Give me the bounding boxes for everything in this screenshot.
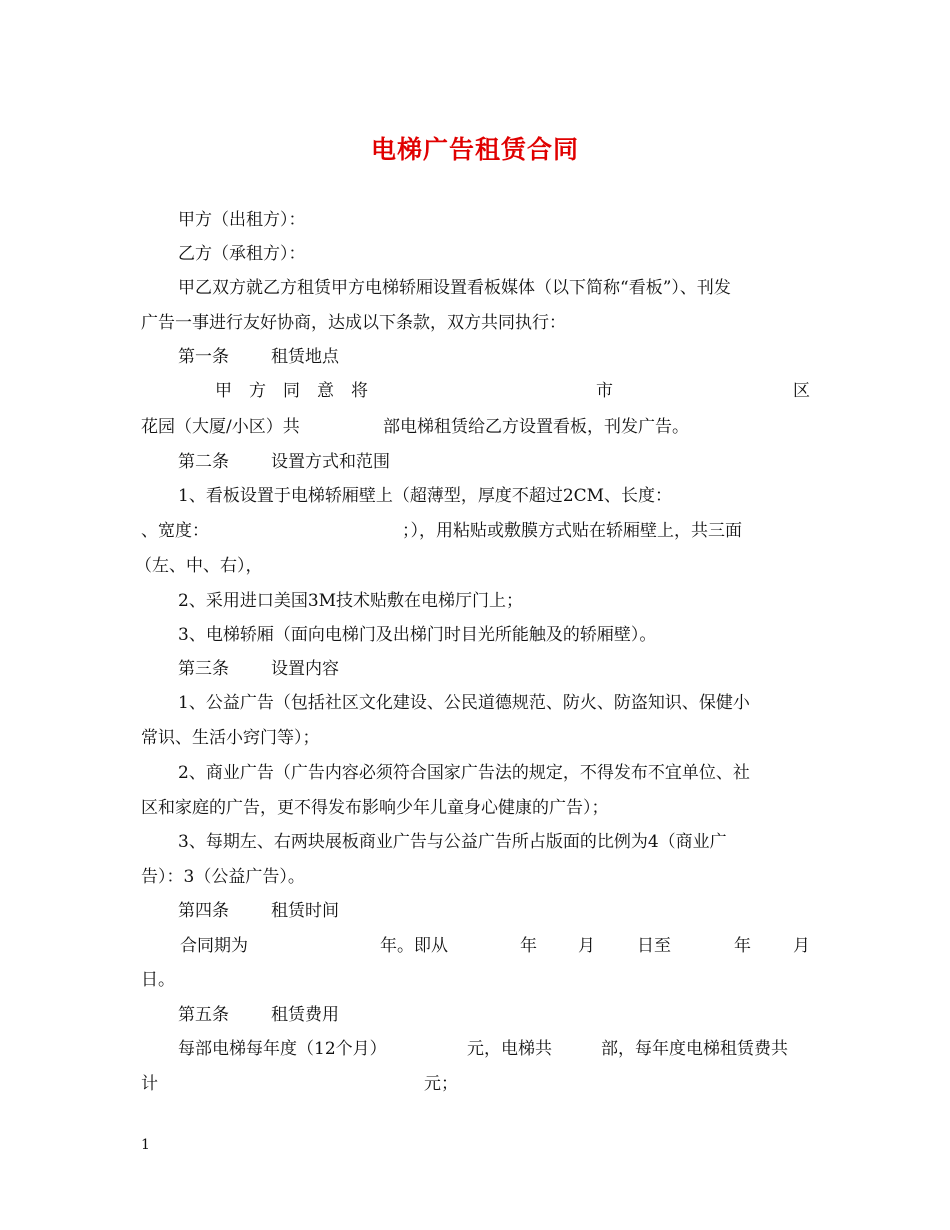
party-a-line: 甲方（出租方）： xyxy=(178,210,306,230)
article-4-line-1a: 合同期为 xyxy=(180,936,248,956)
article-2-item-3: 3、电梯轿厢（面向电梯门及出梯门时目光所能触及的轿厢壁）。 xyxy=(178,625,657,645)
article-4-number: 第四条 xyxy=(178,901,229,921)
preamble-line-1: 甲乙双方就乙方租赁甲方电梯轿厢设置看板媒体（以下简称“看板”）、刊发 xyxy=(178,278,731,298)
article-4-line-1e: 日至 xyxy=(637,936,671,956)
article-1-line-2a: 花园（大厦/小区）共 xyxy=(141,417,300,437)
article-4-title: 租赁时间 xyxy=(271,901,339,921)
article-2-item-2: 2、采用进口美国3M技术贴敷在电梯厅门上； xyxy=(178,591,524,611)
article-5-line-2b: 元； xyxy=(424,1074,458,1094)
article-3-item-3-line-2: 告）：3（公益广告）。 xyxy=(141,867,305,887)
article-3-title: 设置内容 xyxy=(271,659,339,679)
article-3-number: 第三条 xyxy=(178,659,229,679)
article-5-line-1c: 部，每年度电梯租赁费共 xyxy=(601,1039,788,1059)
document-title: 电梯广告租赁合同 xyxy=(370,135,579,164)
article-5-title: 租赁费用 xyxy=(271,1005,339,1025)
article-1-title: 租赁地点 xyxy=(271,347,339,367)
preamble-line-2: 广告一事进行友好协商，达成以下条款，双方共同执行： xyxy=(141,313,566,333)
article-3-item-1-line-1: 1、公益广告（包括社区文化建设、公民道德规范、防火、防盗知识、保健小 xyxy=(178,693,750,713)
article-4-line-1f: 年 xyxy=(734,936,751,956)
article-5-line-1a: 每部电梯每年度（12个月） xyxy=(178,1039,387,1059)
article-3-item-2-line-2: 区和家庭的广告，更不得发布影响少年儿童身心健康的广告）； xyxy=(141,798,609,818)
article-2-title: 设置方式和范围 xyxy=(271,452,390,472)
party-b-line: 乙方（承租方）： xyxy=(178,244,306,264)
article-4-line-2: 日。 xyxy=(141,970,175,990)
article-1-number: 第一条 xyxy=(178,347,229,367)
article-5-line-1b: 元，电梯共 xyxy=(467,1039,552,1059)
article-2-number: 第二条 xyxy=(178,452,229,472)
article-1-line-1c: 区 xyxy=(793,381,810,401)
article-3-item-2-line-1: 2、商业广告（广告内容必须符合国家广告法的规定，不得发布不宜单位、社 xyxy=(178,763,750,783)
article-4-line-1g: 月 xyxy=(793,936,810,956)
article-2-item-1-line-3: （左、中、右）， xyxy=(135,556,263,576)
article-3-item-1-line-2: 常识、生活小窍门等）； xyxy=(141,728,320,748)
article-1-line-2b: 部电梯租赁给乙方设置看板，刊发广告。 xyxy=(383,417,689,437)
article-2-item-1-line-2a: 、宽度： xyxy=(141,521,209,541)
article-5-number: 第五条 xyxy=(178,1005,229,1025)
article-1-line-1b: 市 xyxy=(596,381,613,401)
article-2-item-1-line-2b: ；），用粘贴或敷膜方式贴在轿厢壁上，共三面 xyxy=(402,521,742,541)
article-3-item-3-line-1: 3、每期左、右两块展板商业广告与公益广告所占版面的比例为4（商业广 xyxy=(178,832,727,852)
article-4-line-1c: 年 xyxy=(520,936,537,956)
article-4-line-1d: 月 xyxy=(578,936,595,956)
article-5-line-2a: 计 xyxy=(141,1074,158,1094)
page-number: 1 xyxy=(141,1137,150,1153)
article-4-line-1b: 年。即从 xyxy=(380,936,448,956)
article-1-line-1a: 甲 方 同 意 将 xyxy=(215,381,368,401)
article-2-item-1-line-1: 1、看板设置于电梯轿厢壁上（超薄型，厚度不超过2CM、长度： xyxy=(178,486,673,506)
